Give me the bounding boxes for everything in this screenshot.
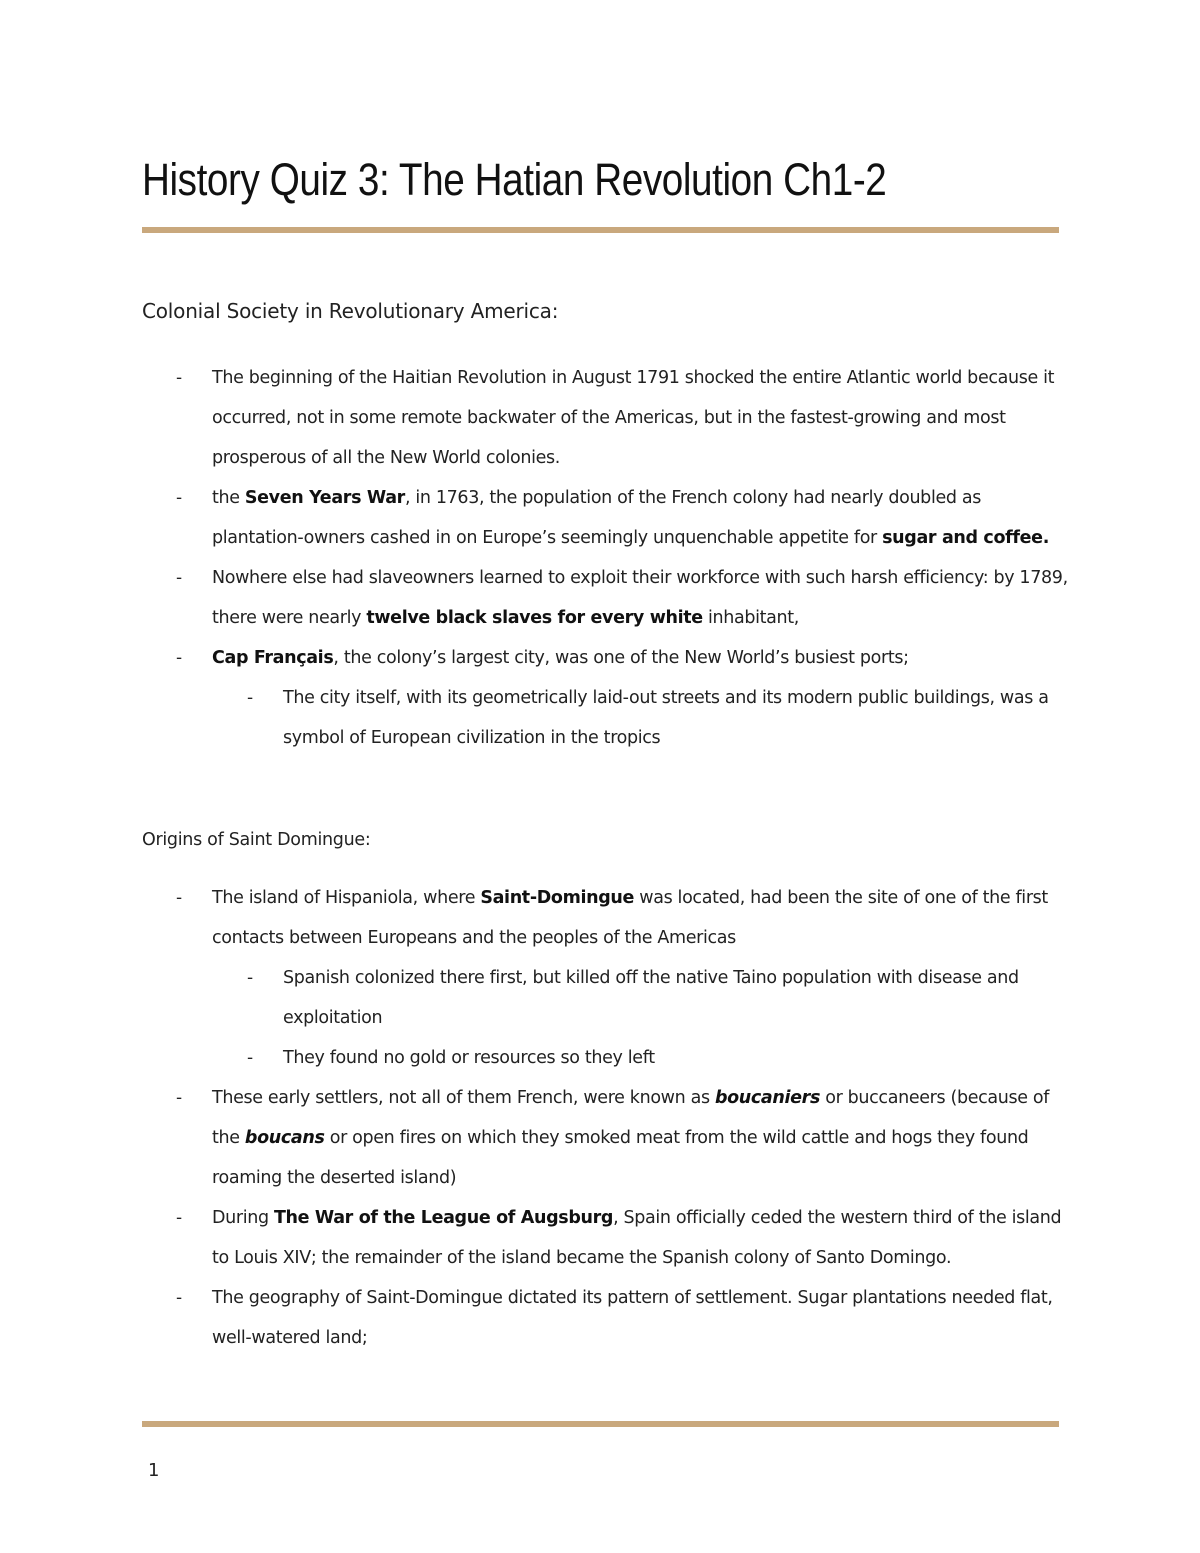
sub-bullet-item — [247, 678, 1073, 758]
item-text: , in 1763, the population of the French colony had nearly doubled as plantation-owners cashed in on Europe’s seemingly unquenchable appetite for — [212, 488, 981, 548]
item-text: The island of Hispaniola, where — [212, 888, 481, 908]
page-number: 1 — [148, 1460, 160, 1481]
sub-bullet-item — [247, 958, 1073, 1038]
item-text: Spanish colonized there first, but killed off the native Taino population with disease and exploitation — [283, 968, 1019, 1028]
item-text: the — [212, 488, 245, 508]
bullet-item — [176, 1078, 1072, 1198]
bullet-dash-icon: - — [176, 888, 182, 908]
bullet-item — [176, 1198, 1072, 1278]
item-text: During — [212, 1208, 274, 1228]
bullet-dash-icon: - — [176, 648, 182, 668]
bullet-dash-icon: - — [176, 488, 182, 508]
item-text: , Spain officially ceded the western third of the island to Louis XIV; the remainder of the island became the Spanish colony of Santo Domingo. — [212, 1208, 1062, 1268]
bullet-item — [176, 878, 1072, 958]
item-text: was located, had been the site of one of the first contacts between Europeans and the peoples of the Americas — [212, 888, 1048, 948]
bullet-dash-icon: - — [176, 1208, 182, 1228]
section-heading-origins: Origins of Saint Domingue: — [142, 830, 371, 850]
footer-divider — [142, 1421, 1059, 1427]
item-text: or open fires on which they smoked meat from the wild cattle and hogs they found roaming the deserted island) — [212, 1128, 1029, 1188]
item-text: Nowhere else had slaveowners learned to exploit their workforce with such harsh efficiency: by 1789, there were nearly — [212, 568, 1068, 628]
bold-text: sugar and coffee. — [882, 528, 1049, 548]
bold-text: Seven Years War — [244, 488, 405, 508]
item-text: These early settlers, not all of them French, were known as — [212, 1088, 715, 1108]
bold-text: The War of the League of Augsburg — [273, 1208, 614, 1228]
bullet-dash-icon: - — [176, 568, 182, 588]
bullet-item — [176, 558, 1072, 638]
emphasis-text: boucaniers — [714, 1088, 821, 1108]
bold-text: twelve black slaves for every white — [366, 608, 703, 628]
section-heading-colonial-society: Colonial Society in Revolutionary America: — [142, 299, 559, 323]
bullet-dash-icon: - — [176, 1088, 182, 1108]
bold-text: Saint-Domingue — [480, 888, 635, 908]
title-divider — [142, 227, 1059, 233]
bullet-item — [176, 638, 1072, 678]
bullet-dash-icon: - — [247, 968, 253, 988]
bullet-item — [176, 478, 1072, 558]
bullet-item — [176, 1278, 1072, 1358]
item-text: inhabitant, — [702, 608, 800, 628]
bold-italic-text — [715, 1088, 820, 1108]
bullet-dash-icon: - — [247, 688, 253, 708]
sub-bullet-item — [247, 1038, 1073, 1078]
bullet-list-origins — [0, 878, 1200, 1358]
bullet-dash-icon: - — [176, 368, 182, 388]
item-text: , the colony’s largest city, was one of the New World’s busiest ports; — [333, 648, 909, 668]
bold-italic-text — [245, 1128, 325, 1148]
item-text: or buccaneers (because of the — [212, 1088, 1050, 1148]
bullet-list-colonial-society — [0, 358, 1200, 758]
emphasis-text: boucans — [244, 1128, 325, 1148]
item-text: They found no gold or resources so they left — [283, 1048, 655, 1068]
item-text: The city itself, with its geometrically laid-out streets and its modern public buildings, was a symbol of European civilization in the tropics — [283, 688, 1049, 748]
bullet-dash-icon: - — [176, 1288, 182, 1308]
item-text: The geography of Saint-Domingue dictated its pattern of settlement. Sugar plantations needed flat, well-watered land; — [212, 1288, 1053, 1348]
item-text: The beginning of the Haitian Revolution in August 1791 shocked the entire Atlantic world because it occurred, not in some remote backwater of the Americas, but in the fastest-growing and most prosperous of all the New World colonies. — [212, 368, 1055, 468]
bold-text: Cap Français — [212, 648, 334, 668]
document-title: History Quiz 3: The Hatian Revolution Ch1-2 — [142, 154, 887, 205]
bullet-dash-icon: - — [247, 1048, 253, 1068]
bullet-item — [176, 358, 1072, 478]
